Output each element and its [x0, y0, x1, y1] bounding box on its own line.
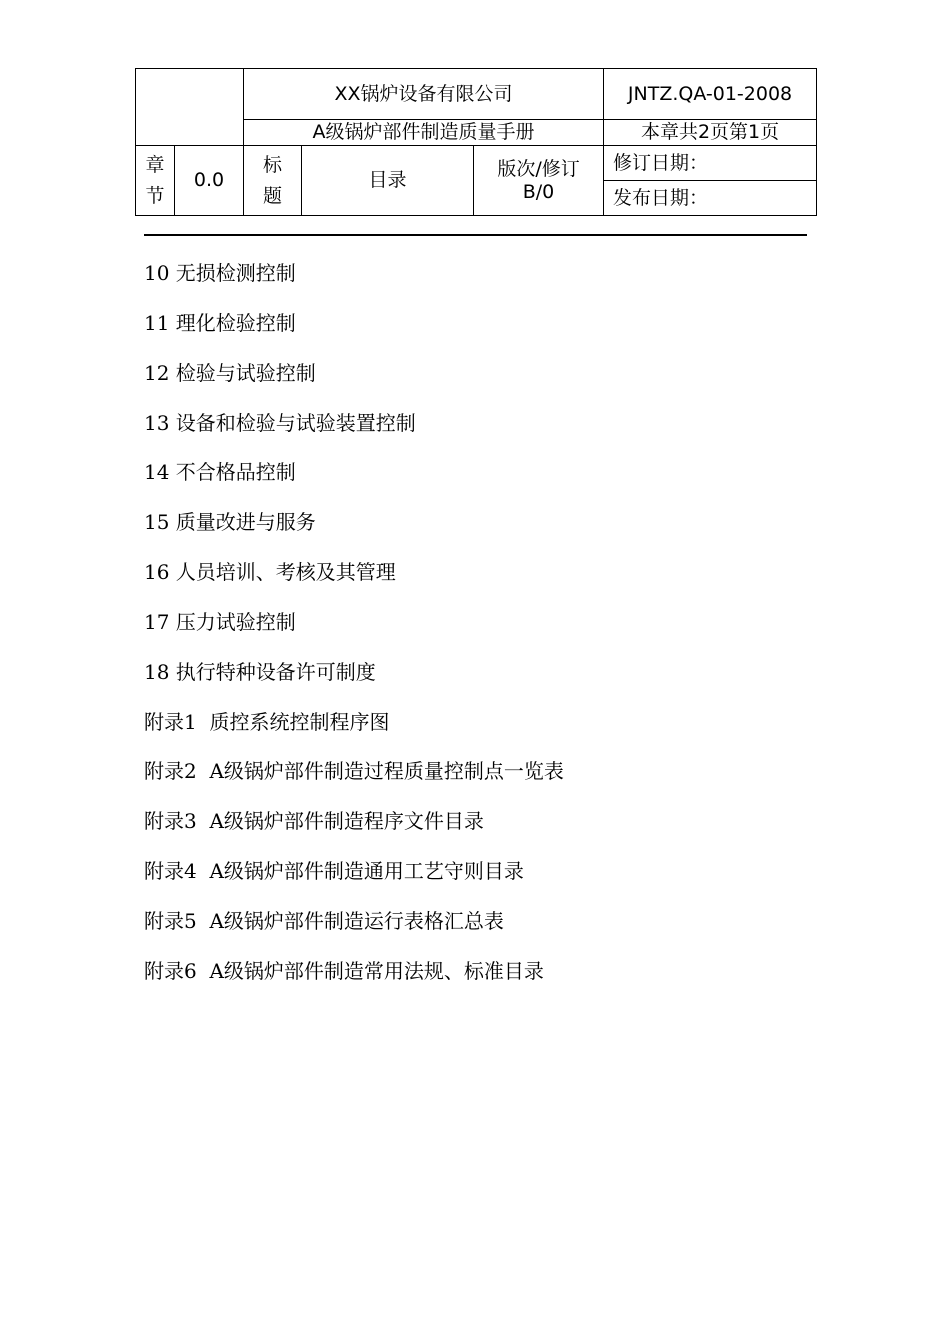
document-code: JNTZ.QA-01-2008: [604, 69, 817, 120]
chapter-label: 章 节: [136, 146, 175, 216]
document-header-table: [135, 68, 817, 216]
toc-item: 18 执行特种设备许可制度: [144, 659, 376, 684]
toc-item: 16 人员培训、考核及其管理: [144, 560, 396, 585]
header-divider-line: [144, 234, 807, 236]
toc-item: 附录4 A级锅炉部件制造通用工艺守则目录: [144, 859, 524, 884]
release-date-label: 发布日期：: [604, 181, 817, 216]
toc-item: 17 压力试验控制: [144, 609, 296, 634]
toc-item: 11 理化检验控制: [144, 310, 296, 335]
title-label: 标 题: [244, 146, 302, 216]
table-of-contents: [144, 250, 564, 998]
title-value: 目录: [302, 146, 474, 216]
toc-item: 附录1 质控系统控制程序图: [144, 709, 390, 734]
blank-logo-cell: [136, 69, 244, 146]
version-info: [474, 146, 604, 216]
chapter-value: 0.0: [175, 146, 244, 216]
toc-item: 12 检验与试验控制: [144, 360, 316, 385]
toc-item: 13 设备和检验与试验装置控制: [144, 410, 416, 435]
toc-item: 附录2 A级锅炉部件制造过程质量控制点一览表: [144, 759, 564, 784]
manual-title: A级锅炉部件制造质量手册: [244, 120, 604, 146]
toc-item: 附录6 A级锅炉部件制造常用法规、标准目录: [144, 958, 544, 983]
version-label: 版次/修订: [497, 157, 580, 180]
toc-item: 15 质量改进与服务: [144, 510, 316, 535]
revision-date-label: 修订日期：: [604, 146, 817, 181]
toc-item: 附录5 A级锅炉部件制造运行表格汇总表: [144, 908, 504, 933]
company-name: XX锅炉设备有限公司: [244, 69, 604, 120]
toc-item: 14 不合格品控制: [144, 460, 296, 485]
toc-item: 附录3 A级锅炉部件制造程序文件目录: [144, 809, 484, 834]
version-value: B/0: [522, 180, 555, 203]
page-info: 本章共2页第1页: [604, 120, 817, 146]
toc-item: 10 无损检测控制: [144, 261, 296, 285]
